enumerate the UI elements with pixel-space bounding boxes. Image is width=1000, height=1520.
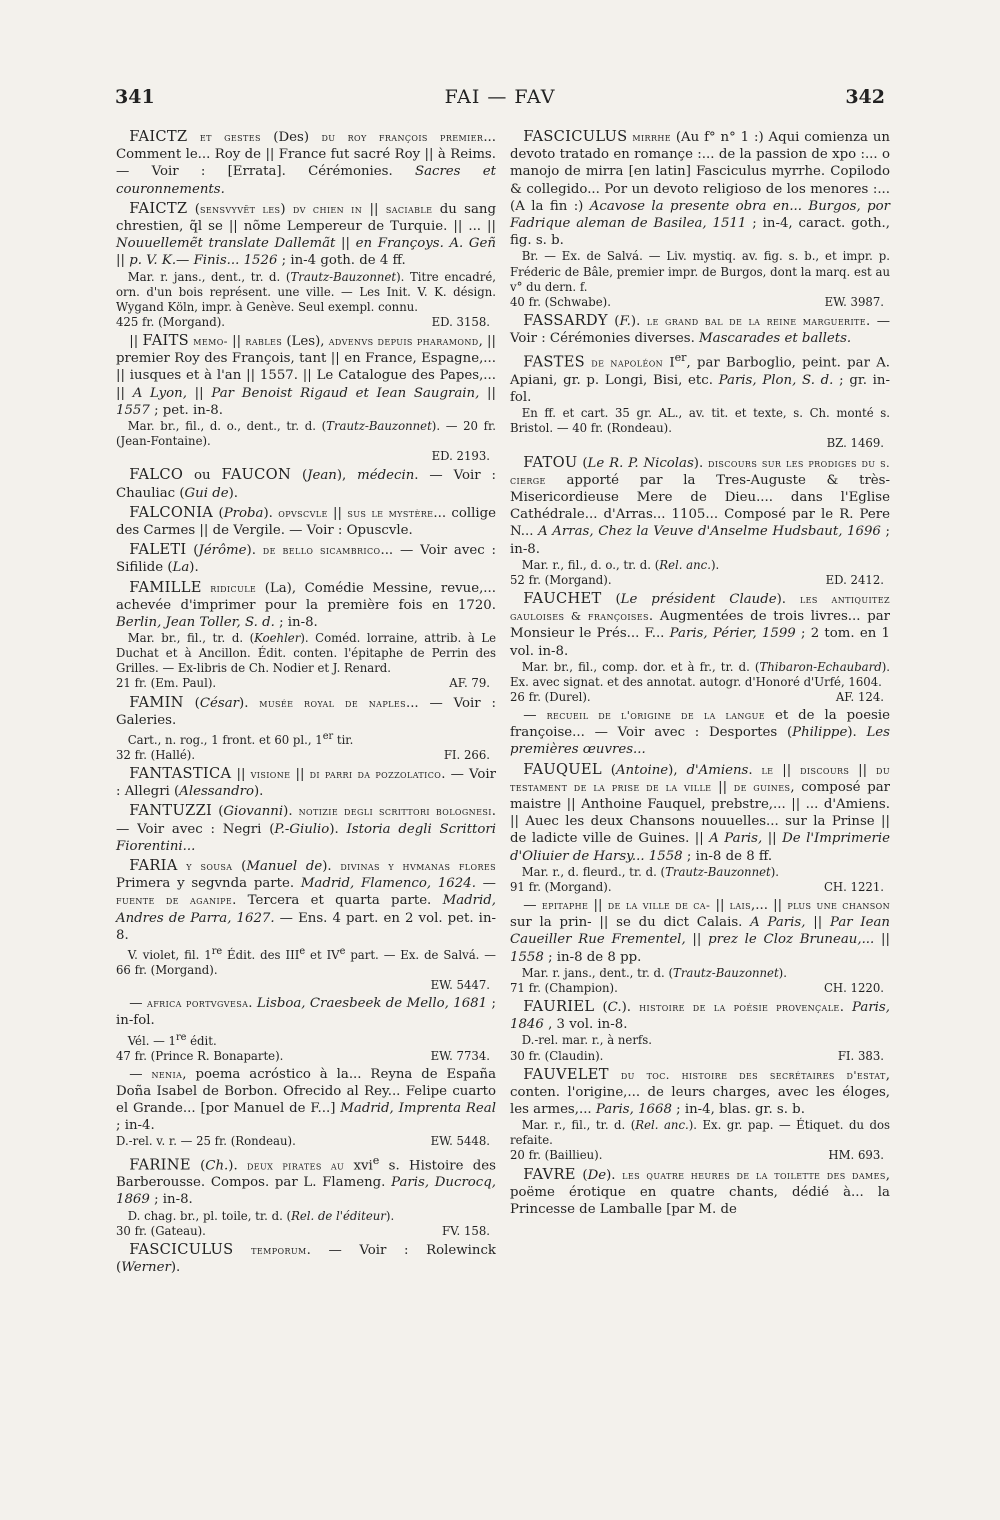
entry-note: Mar. br., fil., d. o., dent., tr. d. (Trautz-Bauzonnet). — 20 fr. (Jean-Fontaine). <box>116 419 496 449</box>
entry-text: FAICTZ (sensvyvẽt les) dv chien in || saciable du sang chrestien, q̃l se || nõme Lempereur de Turquie. || ... || Nouuellemẽt translate Dallemãt || en Françoys. A. Geñ || p. V. K.— Finis... 1526 ; in-4 goth. de 4 ff. <box>116 199 496 269</box>
entry-text: FARIA y sousa (Manuel de). divinas y hvmanas flores Primera y segvnda parte. Madrid, Flamenco, 1624. — fuente de aganipe. Tercera et quarta parte. Madrid, Andres de Parra, 1627. — Ens. 4 part. en 2 vol. pet. in-8. <box>116 857 496 943</box>
price-sale: 32 fr. (Hallé). <box>116 747 196 762</box>
catalogue-entry <box>116 802 496 855</box>
catalogue-entry <box>510 1066 890 1164</box>
price-sale: 40 fr. (Schwabe). <box>510 294 611 309</box>
catalogue-entry <box>116 765 496 800</box>
catalogue-entry <box>510 707 890 759</box>
page-number-right: 342 <box>845 86 885 108</box>
price-reference: ED. 2412. <box>825 572 884 587</box>
catalogue-entry <box>510 590 890 705</box>
catalogue-entry <box>116 694 496 763</box>
entry-price-line <box>116 748 496 763</box>
entry-text: FASSARDY (F.). le grand bal de la reine marguerite. — Voir : Cérémonies diverses. Mascarades et ballets. <box>510 311 890 346</box>
entry-text: FAURIEL (C.). histoire de la poésie provençale. Paris, 1846 , 3 vol. in-8. <box>510 998 890 1033</box>
entry-text: FAVRE (De). les quatre heures de la toilette des dames, poëme érotique en quatre chants, dédié à... la Princesse de Lamballe [par M. de <box>510 1165 890 1217</box>
entry-note: D. chag. br., pl. toile, tr. d. (Rel. de l'éditeur). <box>116 1208 395 1223</box>
price-reference: FI. 266. <box>443 747 490 762</box>
entry-note: Mar. r. jans., dent., tr. d. (Trautz-Bauzonnet). <box>510 965 787 980</box>
running-title: FAI — FAV <box>444 86 556 108</box>
entry-text: FALETI (Jérôme). de bello sicambrico... — Voir avec : Sifilide (La). <box>116 541 496 576</box>
price-reference: ED. 3158. <box>431 314 490 329</box>
entry-text: FASTES de napoléon Ier, par Barboglio, peint. par A. Apiani, gr. p. Longi, Bisi, etc. Paris, Plon, S. d. ; gr. in-fol. <box>510 351 891 406</box>
entry-text: FARINE (Ch.). deux pirates au xvi$^e$ s. Histoire des Barberousse. Compos. par L. Flameng. Paris, Ducrocq, 1869 ; in-8. <box>116 1153 496 1208</box>
catalogue-entry <box>116 1241 496 1276</box>
price-sale: D.-rel. v. r. — 25 fr. (Rondeau). <box>116 1134 296 1149</box>
price-sale: 91 fr. (Morgand). <box>510 879 612 894</box>
price-sale: 30 fr. (Claudin). <box>510 1048 604 1063</box>
entry-price-line <box>510 436 890 451</box>
entry-note: En ff. et cart. 35 gr. AL., av. tit. et texte, s. Ch. monté s. Bristol. — 40 fr. (Rondeau). <box>510 406 890 436</box>
entry-price-line <box>116 1049 496 1064</box>
price-sale: 52 fr. (Morgand). <box>510 572 612 587</box>
entry-note: Mar. r. jans., dent., tr. d. (Trautz-Bauzonnet). Titre encadré, orn. d'un bois représent. une ville. — Les Init. V. K. désign. Wygand Köln, impr. à Genève. Seul exempl. connu. <box>116 269 496 314</box>
page-header <box>115 86 885 116</box>
catalogue-entry <box>116 541 496 576</box>
catalogue-entry <box>510 1166 890 1219</box>
entry-note: Mar. r., fil., tr. d. (Rel. anc.). Ex. gr. pap. — Étiquet. du dos refaite. <box>510 1118 890 1148</box>
entry-text: FASCICULUS temporum. — Voir : Rolewinck (Werner). <box>116 1240 496 1275</box>
price-sale: 21 fr. (Em. Paul). <box>116 676 217 691</box>
page-number-left: 341 <box>115 86 155 108</box>
entry-price-line <box>116 978 496 993</box>
price-reference: CH. 1220. <box>823 980 884 995</box>
entry-text: — africa portvgvesa. Lisboa, Craesbeek de Mello, 1681 ; in-fol. <box>116 996 496 1029</box>
catalogue-entry <box>510 998 890 1064</box>
price-reference: HM. 693. <box>828 1148 884 1163</box>
price-reference: ED. 2193. <box>431 449 490 464</box>
entry-note: Cart., n. rog., 1 front. et 60 pl., 1er tir. <box>116 730 354 747</box>
left-column <box>116 128 496 1278</box>
entry-price-line <box>116 449 496 464</box>
right-column <box>510 128 890 1220</box>
entry-price-line <box>510 573 890 588</box>
entry-price-line <box>116 315 496 330</box>
price-reference: AF. 79. <box>449 676 490 691</box>
entry-text: FALCONIA (Proba). opvscvle || sus le mystère... collige des Carmes || de Vergile. — Voir : Opuscvle. <box>116 503 496 538</box>
entry-price-line <box>116 1134 496 1149</box>
catalogue-entry <box>116 200 496 330</box>
entry-note: Mar. r., d. fleurd., tr. d. (Trautz-Bauzonnet). <box>510 864 779 879</box>
catalogue-entry <box>116 466 496 501</box>
entry-text: FASCICULUS mirrhe (Au f° n° 1 :) Aqui comienza un devoto tratado en romançe :... de la passion de xpo :... o manojo de mirra [en latin] Fasciculus myrrhe. Copilodo & collegido... Por un devoto religioso de los menores :... (A la fin :) Acavose la presente obra en... Burgos, por Fadrique aleman de Basilea, 1511 ; in-4, caract. goth., fig. s. b. <box>510 128 890 249</box>
entry-text: — recueil de l'origine de la langue et de la poesie françoise... — Voir avec : Desportes (Philippe). Les premières œuvres... <box>510 708 891 758</box>
catalogue-entry <box>510 761 890 895</box>
entry-text: FANTUZZI (Giovanni). notizie degli scrittori bolognesi. — Voir avec : Negri (P.-Giulio). Istoria degli Scrittori Fiorentini... <box>116 802 496 854</box>
price-sale: 20 fr. (Baillieu). <box>510 1148 603 1163</box>
entry-note: Br. — Ex. de Salvá. — Liv. mystiq. av. fig. s. b., et impr. p. Fréderic de Bâle, premier impr. de Burgos, dont la marq. est au v° du dern. f. <box>510 249 890 294</box>
price-reference: BZ. 1469. <box>826 436 884 451</box>
catalogue-entry <box>116 1066 496 1150</box>
entry-text: FAMIN (César). musée royal de naples... — Voir : Galeries. <box>116 693 497 728</box>
entry-price-line <box>510 880 890 895</box>
price-reference: FV. 158. <box>442 1223 490 1238</box>
entry-text: FAUVELET du toc. histoire des secrétaires d'estat, conten. l'origine,... de leurs charges, avec les éloges, les armes,... Paris, 1668 ; in-4, blas. gr. s. b. <box>510 1065 890 1118</box>
entry-text: FALCO ou FAUCON (Jean), médecin. — Voir : Chauliac (Gui de). <box>116 466 496 501</box>
entry-price-line <box>510 981 890 996</box>
entry-price-line <box>510 1148 890 1163</box>
catalogue-entry <box>116 332 496 464</box>
entry-text: FANTASTICA || visione || di parri da pozzolatico. — Voir : Allegri (Alessandro). <box>116 764 496 800</box>
entry-price-line <box>510 690 890 705</box>
price-reference: EW. 5448. <box>430 1134 490 1149</box>
price-sale: 71 fr. (Champion). <box>510 980 618 995</box>
catalogue-entry <box>116 579 496 692</box>
catalogue-entry <box>510 897 890 996</box>
entry-note: Mar. r., fil., d. o., tr. d. (Rel. anc.). <box>510 557 720 572</box>
catalogue-entry <box>116 504 496 539</box>
entry-text: FAICTZ et gestes (Des) du roy françois premier... Comment le... Roy de || France fut sacré Roy || à Reims. — Voir : [Errata]. Cérémonies. Sacres et couronnements. <box>116 128 496 197</box>
catalogue-entry <box>116 1152 496 1239</box>
entry-text: FAUCHET (Le président Claude). les antiquitez gauloises & françoises. Augmentées de trois livres... par Monsieur le Prés... F... Paris, Périer, 1599 ; 2 tom. en 1 vol. in-8. <box>510 589 891 659</box>
price-reference: EW. 7734. <box>430 1048 490 1063</box>
entry-text: — epitaphe || de la ville de ca- || lais,... || plus une chanson sur la prin- || se du dict Calais. A Paris, || Par Iean Caueiller Rue Frementel, || prez le Cloz Bruneau,... || 1558 ; in-8 de 8 pp. <box>510 898 891 965</box>
entry-note: Mar. br., fil., comp. dor. et à fr., tr. d. (Thibaron-Echaubard). Ex. avec signat. et des annotat. autogr. d'Honoré d'Urfé, 1604. <box>510 659 890 689</box>
catalogue-entry <box>510 312 890 347</box>
catalogue-entry <box>116 995 496 1063</box>
price-sale: 425 fr. (Morgand). <box>116 314 225 329</box>
entry-note: D.-rel. mar. r., à nerfs. <box>510 1033 652 1048</box>
entry-note: Mar. br., fil., tr. d. (Koehler). Coméd. lorraine, attrib. à Le Duchat et à Ancillon. Édit. conten. l'épitaphe de Perrin des Grilles. — Ex-libris de Ch. Nodier et J. Renard. <box>116 631 496 676</box>
entry-text: FAUQUEL (Antoine), d'Amiens. le || discours || du testament de la prise de la ville || de guines, composé par maistre || Anthoine Fauquel, prebstre,... || ... d'Amiens. || Auec les deux Chansons nouuelles... sur la Prinse || de ladicte ville de Guines. || A Paris, || De l'Imprimerie d'Oliuier de Harsy... 1558 ; in-8 de 8 ff. <box>510 760 890 864</box>
catalogue-entry <box>510 349 890 451</box>
price-reference: EW. 5447. <box>430 978 490 993</box>
price-reference: AF. 124. <box>835 689 884 704</box>
entry-price-line <box>510 295 890 310</box>
entry-note: V. violet, fil. 1re Édit. des IIIe et IVe part. — Ex. de Salvá. — 66 fr. (Morgand). <box>116 946 496 977</box>
price-sale: 47 fr. (Prince R. Bonaparte). <box>116 1048 284 1063</box>
catalogue-entry <box>510 128 890 310</box>
entry-text: || FAITS memo- || rables (Les), advenvs depuis pharamond, || premier Roy des François, tant || en France, Espagne,... || iusques et à l'an || 1557. || Le Catalogue des Papes,... || A Lyon, || Par Benoist Rigaud et Iean Saugrain, || 1557 ; pet. in-8. <box>116 332 497 418</box>
catalogue-entry <box>510 454 890 588</box>
entry-price-line <box>116 676 496 691</box>
catalogue-entry <box>116 857 496 993</box>
entry-price-line <box>116 1224 496 1239</box>
entry-note: Vél. — 1re édit. <box>116 1031 217 1048</box>
price-sale: 26 fr. (Durel). <box>510 689 591 704</box>
price-sale: 30 fr. (Gateau). <box>116 1223 206 1238</box>
entry-text: FAMILLE ridicule (La), Comédie Messine, revue,... achevée d'imprimer pour la première fois en 1720. Berlin, Jean Toller, S. d. ; in-8. <box>116 578 496 630</box>
price-reference: EW. 3987. <box>824 294 884 309</box>
price-reference: FI. 383. <box>837 1048 884 1063</box>
catalogue-entry <box>116 128 496 198</box>
entry-price-line <box>510 1049 890 1064</box>
entry-text: FATOU (Le R. P. Nicolas). discours sur les prodiges du s. cierge apporté par la Tres-Auguste & très-Misericordieuse Mere de Dieu.... dans l'Eglise Cathédrale... d'Arras... 1105... Composé par le R. Pere N... A Arras, Chez la Veuve d'Anselme Hudsbaut, 1696 ; in-8. <box>510 453 890 557</box>
entry-text: — nenia, poema acróstico à la... Reyna de España Doña Isabel de Borbon. Ofrecido al Rey... Felipe cuarto el Grande... [por Manuel de F...] Madrid, Imprenta Real ; in-4. <box>116 1066 496 1134</box>
price-reference: CH. 1221. <box>823 879 884 894</box>
